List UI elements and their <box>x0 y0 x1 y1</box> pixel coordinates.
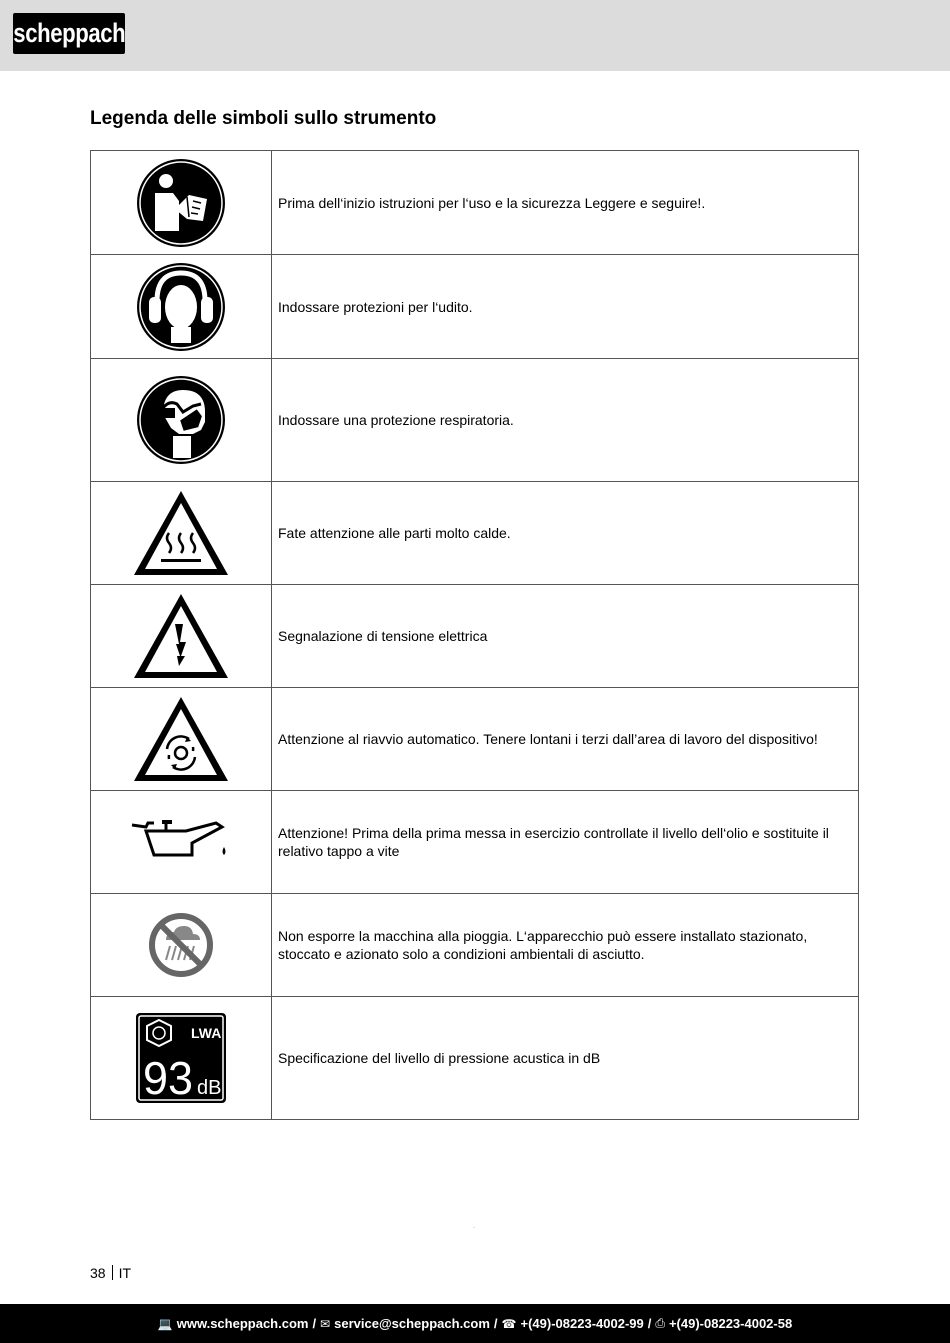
scheppach-logo: scheppach <box>13 13 125 54</box>
page-title: Legenda delle simboli sullo strumento <box>90 108 437 129</box>
hot-surface-warning-icon <box>131 487 231 579</box>
footer-separator: / <box>647 1316 652 1331</box>
row-text: Fate attenzione alle parti molto calde. <box>272 482 859 585</box>
icon-cell <box>91 482 272 585</box>
icon-cell <box>91 255 272 359</box>
row-text: Prima dell‘inizio istruzioni per l‘uso e la sicurezza Leggere e seguire!. <box>272 151 859 255</box>
row-text: Segnalazione di tensione elettrica <box>272 585 859 688</box>
table-row <box>91 359 859 482</box>
icon-cell <box>91 894 272 997</box>
no-rain-icon <box>148 912 214 978</box>
page-number <box>90 1265 131 1281</box>
table-row <box>91 255 859 359</box>
row-text: Attenzione! Prima della prima messa in esercizio controllate il livello dell‘olio e sostituite il relativo tappo a vite <box>272 791 859 894</box>
table-row <box>91 151 859 255</box>
page-number-divider <box>112 1265 113 1280</box>
footer-separator: / <box>493 1316 498 1331</box>
ear-protection-icon <box>135 261 227 353</box>
automatic-restart-warning-icon <box>131 693 231 785</box>
sound-value: 93 <box>143 1052 193 1104</box>
sound-unit: dB <box>197 1077 222 1099</box>
email-icon: ✉ <box>320 1316 331 1331</box>
stray-mark <box>473 1227 475 1228</box>
row-text: Specificazione del livello di pressione acustica in dB <box>272 997 859 1120</box>
oil-can-icon <box>126 817 236 867</box>
footer-separator: / <box>312 1316 317 1331</box>
row-text: Non esporre la macchina alla pioggia. L‘apparecchio può essere installato stazionato, stoccato e azionato solo a condizioni ambientali di asciutto. <box>272 894 859 997</box>
fax-icon: ⎙ <box>655 1316 665 1330</box>
footer-fax: +(49)-08223-4002-58 <box>668 1316 793 1331</box>
table-row <box>91 997 859 1120</box>
footer-bar <box>0 1304 950 1343</box>
icon-cell <box>91 791 272 894</box>
icon-cell <box>91 151 272 255</box>
table-row <box>91 791 859 894</box>
row-text: Indossare una protezione respiratoria. <box>272 359 859 482</box>
sound-power-level-icon <box>135 1012 227 1104</box>
table-row <box>91 585 859 688</box>
page-number-value: 38 <box>90 1265 106 1281</box>
symbol-legend-table <box>90 150 859 1120</box>
phone-icon: ☎ <box>501 1316 517 1331</box>
footer-website[interactable]: www.scheppach.com <box>176 1316 309 1331</box>
footer-phone: +(49)-08223-4002-99 <box>520 1316 644 1331</box>
row-text: Indossare protezioni per l‘udito. <box>272 255 859 359</box>
table-row <box>91 894 859 997</box>
read-manual-icon <box>135 157 227 249</box>
footer-email[interactable]: service@scheppach.com <box>334 1316 490 1331</box>
electric-voltage-warning-icon <box>131 590 231 682</box>
page-language: IT <box>118 1265 132 1281</box>
table-row <box>91 688 859 791</box>
row-text: Attenzione al riavvio automatico. Tenere lontani i terzi dall’area di lavoro del dispositivo! <box>272 688 859 791</box>
lwa-label: LWA <box>191 1025 222 1041</box>
computer-icon: 💻 <box>157 1316 173 1331</box>
icon-cell <box>91 585 272 688</box>
icon-cell <box>91 997 272 1120</box>
header-bar <box>0 0 950 71</box>
table-row <box>91 482 859 585</box>
icon-cell <box>91 359 272 482</box>
icon-cell <box>91 688 272 791</box>
respiratory-protection-icon <box>135 374 227 466</box>
